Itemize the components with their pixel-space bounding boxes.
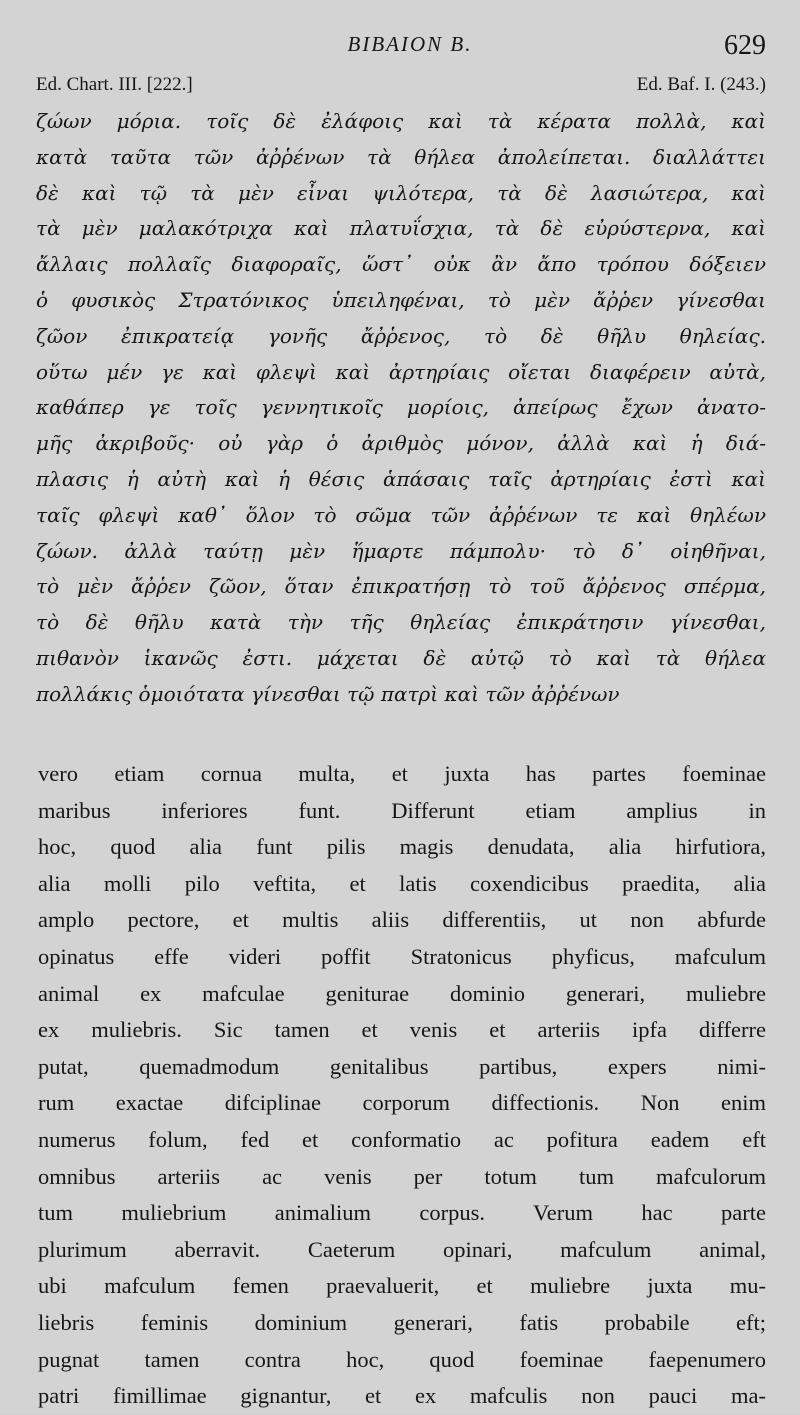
latin-text-line: pugnat tamen contra hoc, quod foeminae faepenumero	[38, 1346, 766, 1372]
latin-text-line: liebris feminis dominium generari, fatis probabile eft;	[38, 1309, 766, 1335]
greek-text-line: πλασις ἡ αὐτὴ καὶ ἡ θέσις ἁπάσαις ταῖς ἀρτηρίαις ἐστὶ καὶ	[36, 466, 766, 491]
greek-text-line: οὕτω μέν γε καὶ φλεψὶ καὶ ἀρτηρίαις οἴεται διαφέρειν αὐτὰ,	[36, 359, 766, 384]
latin-text-line: omnibus arteriis ac venis per totum tum mafculorum	[38, 1163, 766, 1189]
latin-text-line: vero etiam cornua multa, et juxta has partes foeminae	[38, 761, 766, 786]
latin-text-line: alia molli pilo veftita, et latis coxendicibus praedita, alia	[38, 870, 766, 896]
latin-text-line: hoc, quod alia funt pilis magis denudata, alia hirfutiora,	[38, 834, 766, 860]
greek-text-line: καθάπερ γε τοῖς γεννητικοῖς μορίοις, ἀπείρως ἔχων ἀνατο-	[36, 395, 766, 420]
latin-text-line: numerus folum, fed et conformatio ac pofitura eadem eft	[38, 1126, 766, 1152]
greek-text-line: πολλάκις ὁμοιότατα γίνεσθαι τῷ πατρὶ καὶ τῶν ἀῤῥένων	[36, 681, 620, 706]
greek-text-line: ζῶον ἐπικρατείᾳ γονῆς ἄῤῥενος, τὸ δὲ θῆλυ θηλείας.	[36, 323, 766, 348]
book-title: BIBAION B.	[347, 32, 473, 56]
latin-text-line: tum muliebrium animalium corpus. Verum hac parte	[38, 1200, 766, 1226]
greek-text-line: μῆς ἀκριβοῦς· οὐ γὰρ ὁ ἀριθμὸς μόνον, ἀλλὰ καὶ ἡ διά-	[36, 431, 766, 456]
latin-text-line: opinatus effe videri poffit Stratonicus phyficus, mafculum	[38, 943, 766, 969]
greek-text-line: δὲ καὶ τῷ τὰ μὲν εἶναι ψιλότερα, τὰ δὲ λασιώτερα, καὶ	[36, 180, 766, 205]
greek-text-line: κατὰ ταῦτα τῶν ἀῤῥένων τὰ θήλεα ἀπολείπεται. διαλλάττει	[36, 144, 766, 169]
greek-text-block	[36, 104, 766, 713]
greek-text-line: ζώων. ἀλλὰ ταύτῃ μὲν ἥμαρτε πάμπολυ· τὸ δ᾽ οἰηθῆναι,	[36, 538, 766, 563]
greek-text-line: ὁ φυσικὸς Στρατόνικος ὑπειληφέναι, τὸ μὲν ἄῤῥεν γίνεσθαι	[36, 287, 766, 312]
latin-text-line: ex muliebris. Sic tamen et venis et arteriis ipfa differre	[38, 1017, 766, 1043]
greek-text-line: τὸ δὲ θῆλυ κατὰ τὴν τῆς θηλείας ἐπικράτησιν γίνεσθαι,	[36, 610, 766, 635]
latin-text-line: patri fimillimae gignantur, et ex mafculis non pauci ma-	[38, 1383, 766, 1409]
edition-reference-right: Ed. Baf. I. (243.)	[636, 74, 766, 95]
latin-text-line: amplo pectore, et multis aliis differentiis, ut non abfurde	[38, 907, 766, 933]
greek-text-line: ἄλλαις πολλαῖς διαφοραῖς, ὥστ᾽ οὐκ ἂν ἄπο τρόπου δόξειεν	[36, 252, 766, 277]
latin-text-line: ubi mafculum femen praevaluerit, et muliebre juxta mu-	[38, 1273, 766, 1299]
greek-text-line: πιθανὸν ἱκανῶς ἐστι. μάχεται δὲ αὐτῷ τὸ καὶ τὰ θήλεα	[36, 645, 766, 670]
greek-text-line: ζώων μόρια. τοῖς δὲ ἐλάφοις καὶ τὰ κέρατα πολλὰ, καὶ	[36, 109, 766, 133]
greek-text-line: τὰ μὲν μαλακότριχα καὶ πλατυΐσχια, τὰ δὲ εὐρύστερνα, καὶ	[36, 216, 766, 241]
edition-reference-line	[36, 74, 766, 100]
latin-text-line: putat, quemadmodum genitalibus partibus, expers nimi-	[38, 1053, 766, 1079]
latin-text-block	[38, 756, 766, 1415]
latin-text-line: maribus inferiores funt. Differunt etiam amplius in	[38, 797, 766, 823]
edition-reference-left: Ed. Chart. III. [222.]	[36, 74, 193, 95]
latin-text-line: animal ex mafculae geniturae dominio generari, muliebre	[38, 980, 766, 1006]
greek-text-line: ταῖς φλεψὶ καθ᾽ ὅλον τὸ σῶμα τῶν ἀῤῥένων τε καὶ θηλέων	[36, 502, 766, 527]
greek-text-line: τὸ μὲν ἄῤῥεν ζῶον, ὅταν ἐπικρατήσῃ τὸ τοῦ ἄῤῥενος σπέρμα,	[36, 574, 766, 599]
latin-text-line: plurimum aberravit. Caeterum opinari, mafculum animal,	[38, 1236, 766, 1262]
page-number: 629	[724, 30, 766, 61]
running-head	[0, 28, 800, 62]
latin-text-line: rum exactae difciplinae corporum diffectionis. Non enim	[38, 1090, 766, 1116]
